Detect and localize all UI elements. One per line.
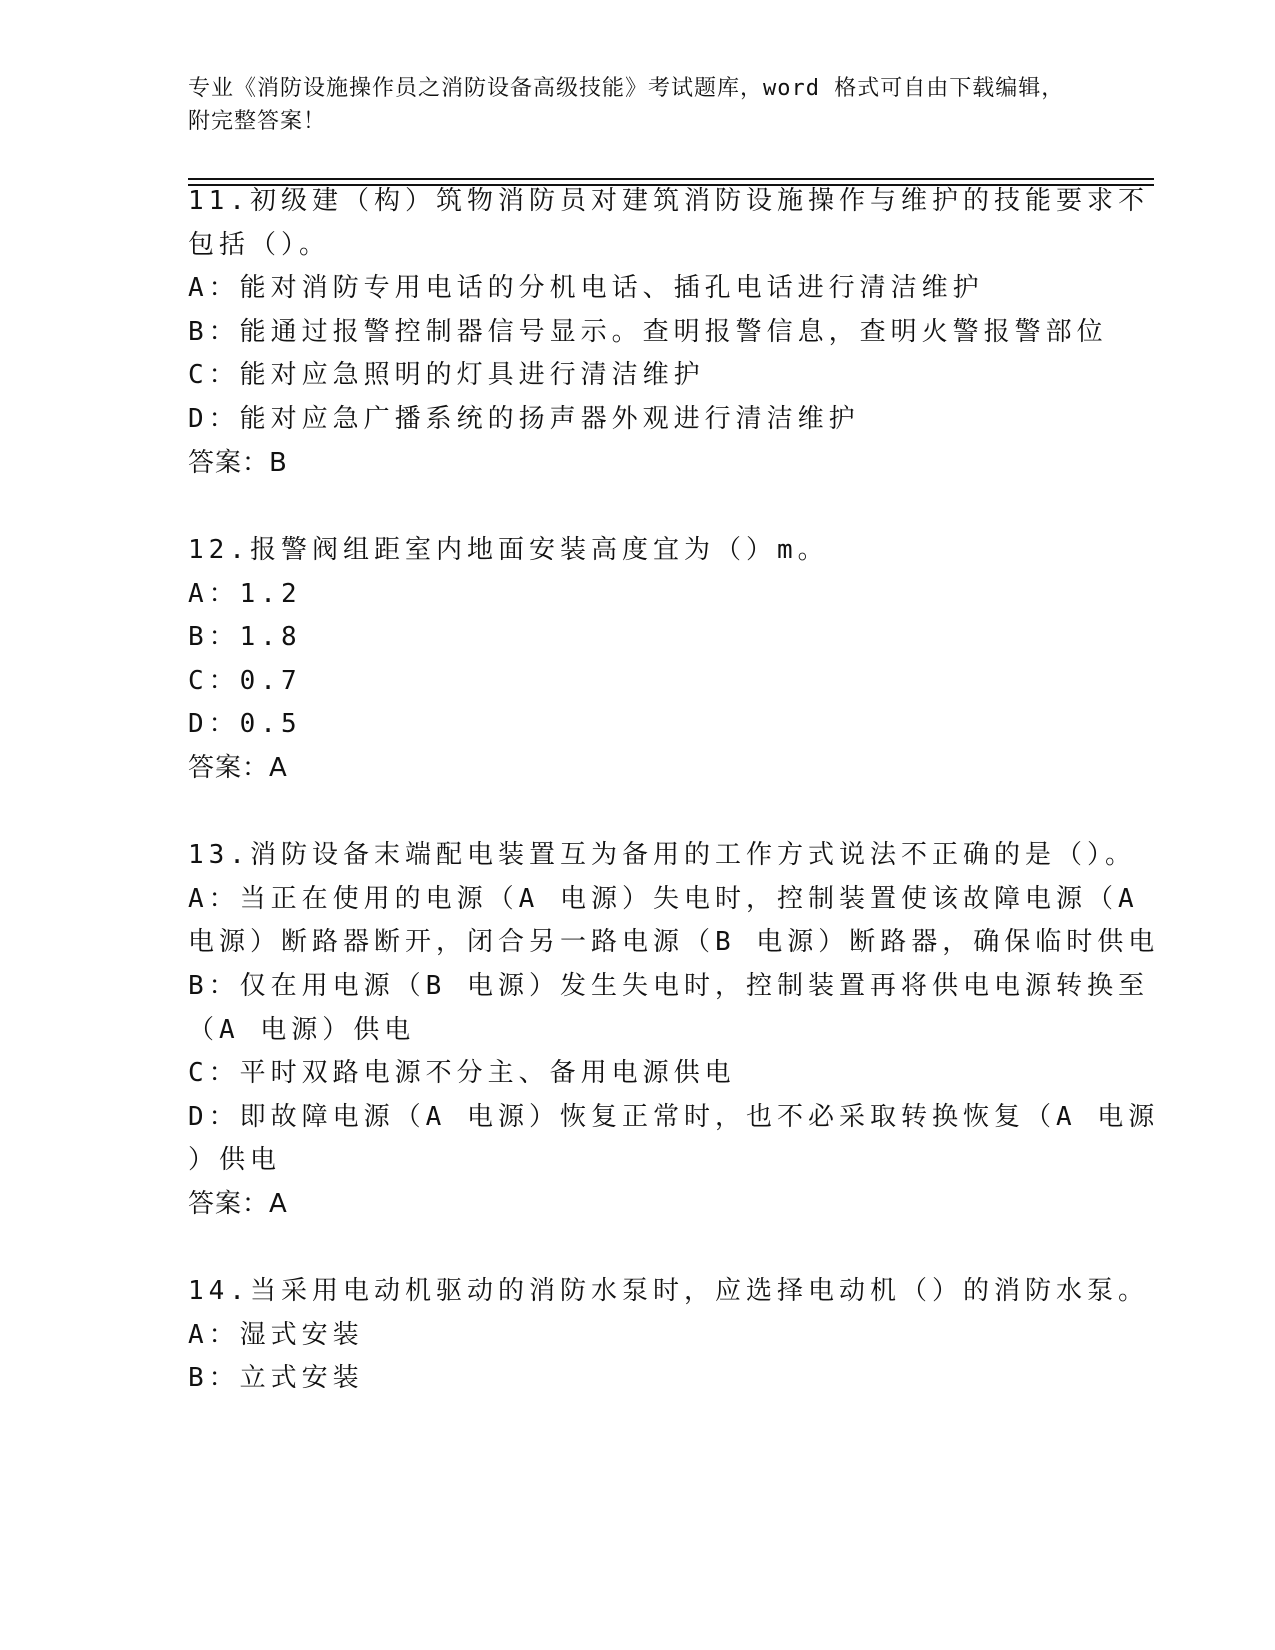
question-stem: 13.消防设备末端配电装置互为备用的工作方式说法不正确的是（）。 [188, 840, 1136, 870]
question-stem-continued: 包括（）。 [188, 230, 331, 260]
option-c: C：平时双路电源不分主、备用电源供电 [188, 1058, 736, 1088]
question-stem: 14.当采用电动机驱动的消防水泵时，应选择电动机（）的消防水泵。 [188, 1276, 1149, 1306]
answer: 答案：A [188, 1189, 288, 1219]
option-a: A：1.2 [188, 579, 302, 609]
header-rule-top [188, 178, 1154, 180]
option-d: D：即故障电源（A 电源）恢复正常时，也不必采取转换恢复（A 电源 [188, 1102, 1160, 1132]
option-d-continued: ）供电 [188, 1145, 282, 1175]
option-c: C：0.7 [188, 666, 302, 696]
option-c: C：能对应急照明的灯具进行清洁维护 [188, 360, 705, 390]
option-b-continued: （A 电源）供电 [188, 1015, 416, 1045]
option-d: D：能对应急广播系统的扬声器外观进行清洁维护 [188, 404, 860, 434]
answer: 答案：B [188, 448, 288, 478]
option-a: A：能对消防专用电话的分机电话、插孔电话进行清洁维护 [188, 273, 984, 303]
question-stem: 12.报警阀组距室内地面安装高度宜为（）m。 [188, 535, 829, 565]
option-a: A：湿式安装 [188, 1320, 364, 1350]
option-b: B：能通过报警控制器信号显示。查明报警信息，查明火警报警部位 [188, 317, 1108, 347]
question-stem: 11.初级建（构）筑物消防员对建筑消防设施操作与维护的技能要求不 [188, 186, 1149, 216]
option-b: B：仅在用电源（B 电源）发生失电时，控制装置再将供电电源转换至 [188, 971, 1149, 1001]
option-a: A：当正在使用的电源（A 电源）失电时，控制装置使该故障电源（A [188, 884, 1139, 914]
option-b: B：立式安装 [188, 1363, 364, 1393]
answer: 答案：A [188, 753, 288, 783]
option-a-continued: 电源）断路器断开，闭合另一路电源（B 电源）断路器，确保临时供电 [188, 927, 1160, 957]
option-b: B：1.8 [188, 622, 302, 652]
header-intro: 专业《消防设施操作员之消防设备高级技能》考试题库，word 格式可自由下载编辑，附完整答案！ [188, 76, 1065, 134]
option-d: D：0.5 [188, 709, 302, 739]
